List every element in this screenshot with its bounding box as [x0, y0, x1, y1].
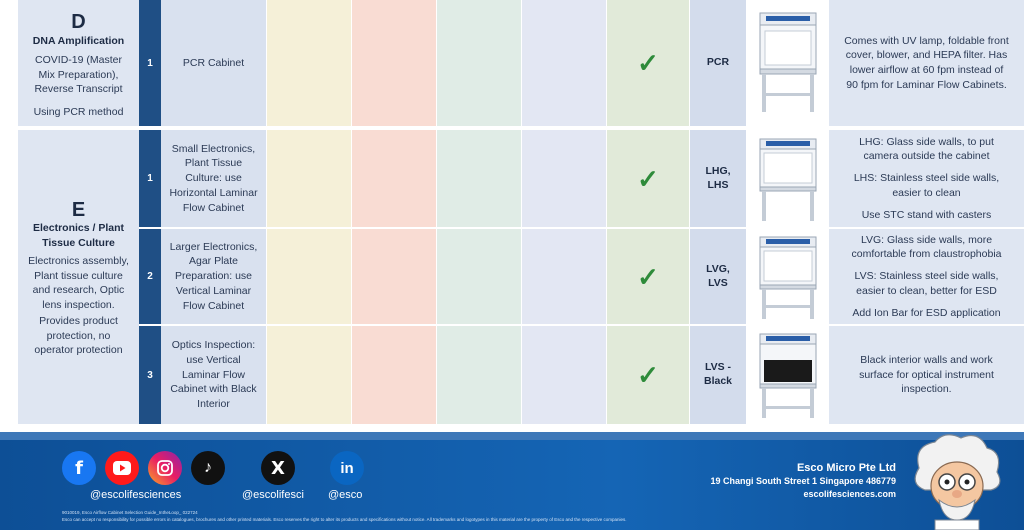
model-cell — [690, 0, 746, 126]
instagram-icon[interactable] — [148, 451, 182, 485]
cabinet-image-cell — [747, 326, 828, 424]
description-cell — [829, 326, 1024, 424]
check-mark-icon: ✓ — [637, 360, 659, 390]
linkedin-icon[interactable]: in — [330, 451, 364, 485]
model-text: LVG, LVS — [706, 262, 730, 289]
category-e-applications: Electronics assembly, Plant tissue culture and research, Optic lens inspection. — [28, 255, 129, 312]
application-text: Small Electronics, Plant Tissue Culture: use Horizontal Laminar Flow Cabinet — [169, 142, 258, 214]
horizontal-laminar-cabinet-image — [756, 135, 820, 223]
cabinet-image-cell — [747, 0, 828, 126]
application-cell — [161, 326, 266, 424]
criteria-col-2 — [352, 326, 436, 424]
check-cell — [607, 0, 689, 126]
category-d-applications: COVID-19 (Master Mix Preparation), Reverse Transcript — [34, 54, 123, 96]
category-e-title: Electronics / Plant Tissue Culture — [32, 222, 125, 249]
check-mark-icon: ✓ — [637, 163, 659, 194]
criteria-col-3 — [437, 326, 521, 424]
x-icon[interactable]: X — [261, 451, 295, 485]
description-cell — [829, 130, 1024, 227]
model-cell — [690, 326, 746, 424]
description-text: Use STC stand with casters — [861, 208, 992, 221]
description-text: LHG: Glass side walls, to put camera outside the cabinet — [859, 135, 994, 163]
facebook-icon[interactable]: f — [62, 451, 96, 485]
social-handle-esco[interactable]: @esco — [328, 489, 363, 501]
fine-print-doc-id: 9010019, Esco Airflow Cabinet Selection Guide_IntheLoop_ 022724 — [62, 510, 198, 515]
cabinet-image-cell — [747, 229, 828, 324]
category-d-title: DNA Amplification — [32, 35, 125, 47]
model-text: LHG, LHS — [705, 164, 731, 191]
application-text: Optics Inspection: use Vertical Laminar Flow Cabinet with Black Interior — [170, 339, 257, 411]
application-cell — [161, 0, 266, 126]
criteria-col-4 — [522, 130, 606, 227]
check-mark-icon: ✓ — [637, 48, 659, 78]
category-e-cell — [18, 130, 139, 424]
description-cell — [829, 0, 1024, 126]
criteria-col-2 — [352, 229, 436, 324]
youtube-icon[interactable] — [105, 451, 139, 485]
category-e-protection: Provides product protection, no operator protection — [34, 315, 123, 357]
description-text: LHS: Stainless steel side walls, easier to clean — [853, 172, 1000, 199]
category-d-letter: D — [71, 11, 86, 33]
row-number: 2 — [139, 229, 161, 324]
description-text: Add Ion Bar for ESD application — [852, 306, 1001, 319]
criteria-col-1 — [267, 229, 351, 324]
category-d-method: Using PCR method — [33, 106, 124, 118]
social-handle-escolifesciences[interactable]: @escolifesciences — [90, 489, 182, 501]
row-number: 1 — [139, 130, 161, 227]
model-text: PCR — [706, 56, 730, 69]
row-number: 3 — [139, 326, 161, 424]
black-interior-cabinet-image — [756, 330, 820, 420]
description-text: LVG: Glass side walls, more comfortable from claustrophobia — [851, 233, 1002, 261]
criteria-col-2 — [352, 0, 436, 126]
model-cell — [690, 130, 746, 227]
criteria-col-3 — [437, 229, 521, 324]
model-text: LVS - Black — [703, 361, 733, 387]
criteria-col-4 — [522, 326, 606, 424]
criteria-col-4 — [522, 229, 606, 324]
footer-top-stripe — [0, 432, 1024, 440]
pcr-cabinet-image — [756, 9, 820, 117]
criteria-col-3 — [437, 0, 521, 126]
social-handle-escolifesci[interactable]: @escolifesci — [242, 489, 304, 501]
criteria-col-2 — [352, 130, 436, 227]
vertical-laminar-cabinet-image — [756, 233, 820, 321]
criteria-col-1 — [267, 0, 351, 126]
company-name: Esco Micro Pte Ltd — [796, 462, 896, 474]
scientist-mascot-image — [905, 428, 1010, 530]
application-text: Larger Electronics, Agar Plate Preparation: use Vertical Laminar Flow Cabinet — [169, 240, 258, 312]
model-cell — [690, 229, 746, 324]
category-e-letter: E — [71, 199, 86, 221]
description-text: Comes with UV lamp, foldable front cover, blower, and HEPA filter. Has lower airflow at 60 fpm instead of 90 fpm for Laminar Flow Cabinets. — [844, 34, 1009, 91]
check-mark-icon: ✓ — [637, 261, 659, 292]
fine-print-disclaimer: Esco can accept no responsibility for possible errors in catalogues, brochures and other printed materials. Esco reserves the right to alter its products and specifications without notice. All trademarks and logotypes in this material are the property of Esco and the respective companies. — [62, 517, 627, 522]
description-cell — [829, 229, 1024, 324]
description-text: Black interior walls and work surface for optical instrument inspection. — [859, 353, 994, 396]
check-cell — [607, 326, 689, 424]
check-cell — [607, 229, 689, 324]
application-text: PCR Cabinet — [182, 56, 245, 69]
criteria-col-1 — [267, 326, 351, 424]
description-text: LVS: Stainless steel side walls, easier to clean, better for ESD — [854, 270, 999, 297]
criteria-col-1 — [267, 130, 351, 227]
criteria-col-3 — [437, 130, 521, 227]
company-website[interactable]: escolifesciences.com — [803, 489, 896, 499]
criteria-col-4 — [522, 0, 606, 126]
check-cell — [607, 130, 689, 227]
row-number: 1 — [139, 0, 161, 126]
application-cell — [161, 229, 266, 324]
application-cell — [161, 130, 266, 227]
category-d-cell — [18, 0, 139, 126]
company-address: 19 Changi South Street 1 Singapore 486779 — [710, 476, 896, 486]
tiktok-icon[interactable]: ♪ — [191, 451, 225, 485]
cabinet-image-cell — [747, 130, 828, 227]
